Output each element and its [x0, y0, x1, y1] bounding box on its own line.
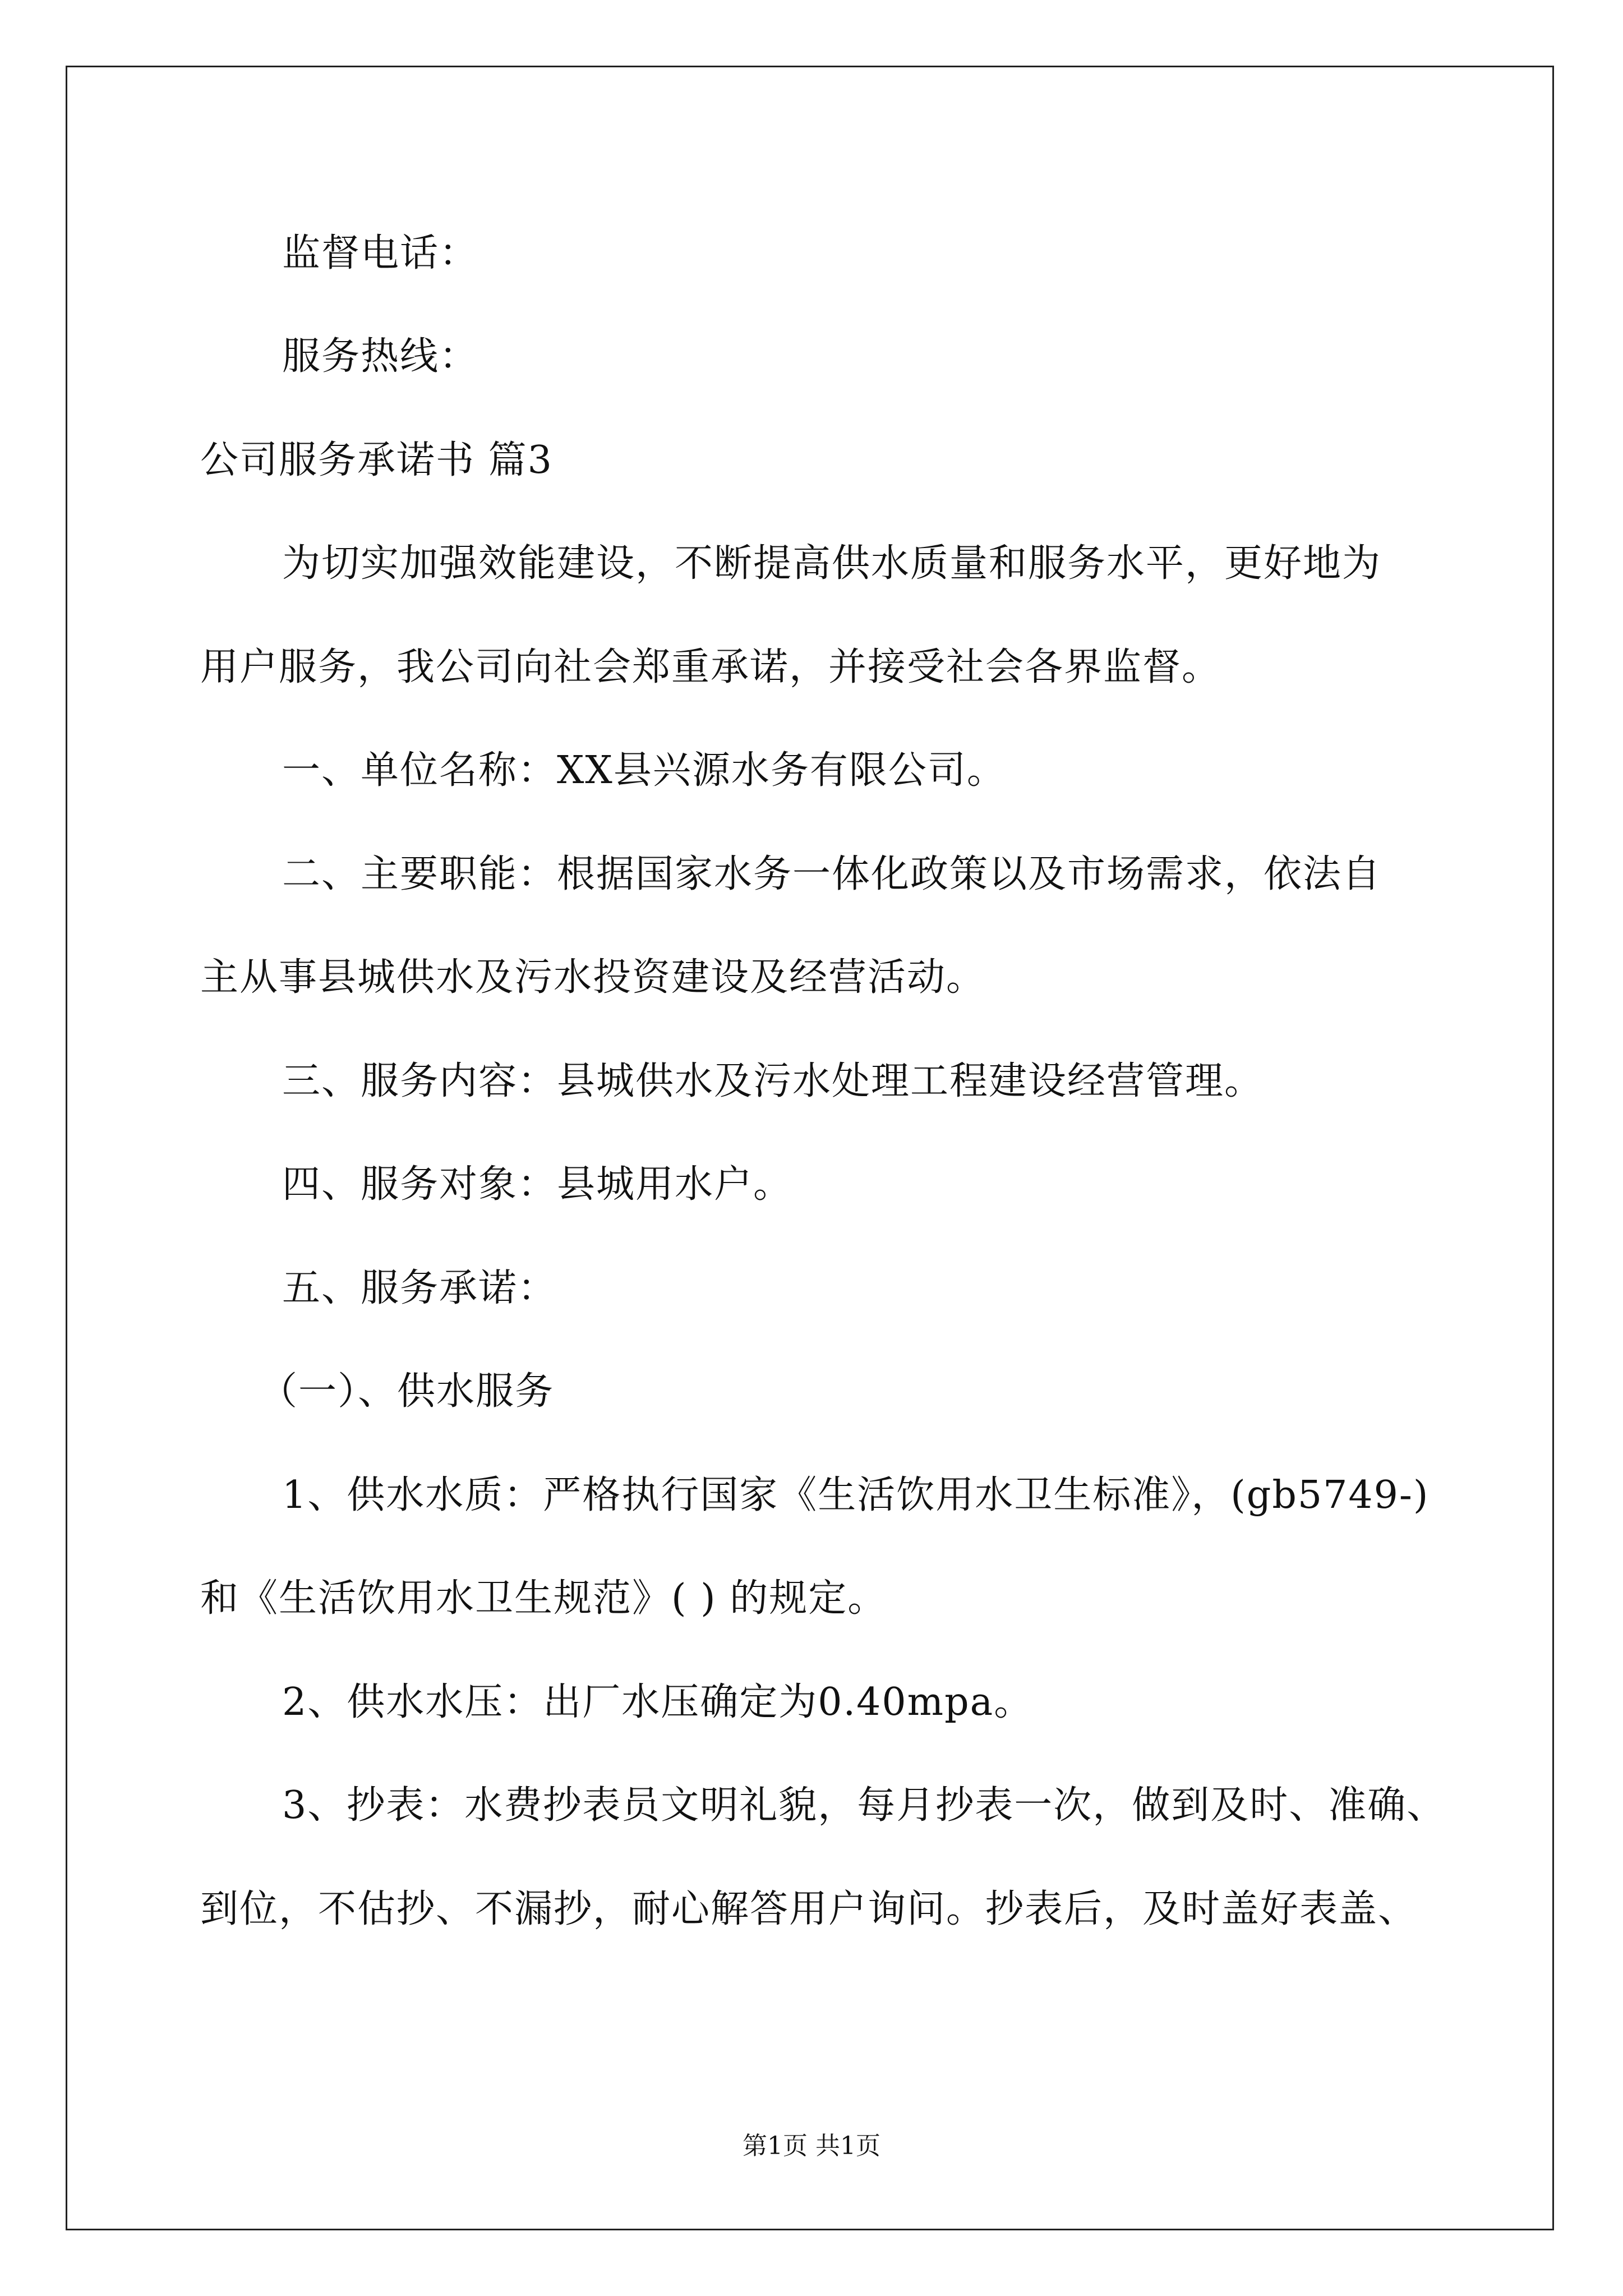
- paragraph-line: 四、服务对象：县城用水户。: [282, 1162, 793, 1207]
- page-footer: 第1页 共1页: [743, 2132, 880, 2160]
- paragraph-line: 一、单位名称：XX县兴源水务有限公司。: [282, 748, 1006, 793]
- supervision-phone-line: 监督电话：: [282, 231, 479, 275]
- paragraph-line: 二、主要职能：根据国家水务一体化政策以及市场需求，依法自: [282, 852, 1382, 896]
- subsection-heading: （一）、供水服务: [259, 1369, 555, 1414]
- paragraph-line: 用户服务，我公司向社会郑重承诺，并接受社会各界监督。: [200, 645, 1221, 689]
- paragraph-line: 1、供水水质：严格执行国家《生活饮用水卫生标准》，(gb5749-): [282, 1473, 1430, 1517]
- paragraph-line: 3、抄表：水费抄表员文明礼貌，每月抄表一次，做到及时、准确、: [282, 1783, 1446, 1828]
- paragraph-line: 2、供水水压：出厂水压确定为0.40mpa。: [282, 1680, 1034, 1724]
- section-heading: 公司服务承诺书 篇3: [200, 438, 553, 482]
- paragraph-line: 三、服务内容：县城供水及污水处理工程建设经营管理。: [282, 1059, 1264, 1103]
- paragraph-line: 主从事县城供水及污水投资建设及经营活动。: [200, 955, 986, 1000]
- service-hotline-line: 服务热线：: [282, 334, 479, 379]
- paragraph-line: 到位，不估抄、不漏抄，耐心解答用户询问。抄表后，及时盖好表盖、: [200, 1887, 1418, 1931]
- paragraph-line: 为切实加强效能建设，不断提高供水质量和服务水平，更好地为: [282, 541, 1382, 586]
- paragraph-line: 和《生活饮用水卫生规范》( ) 的规定。: [200, 1576, 887, 1621]
- paragraph-line: 五、服务承诺：: [282, 1266, 557, 1310]
